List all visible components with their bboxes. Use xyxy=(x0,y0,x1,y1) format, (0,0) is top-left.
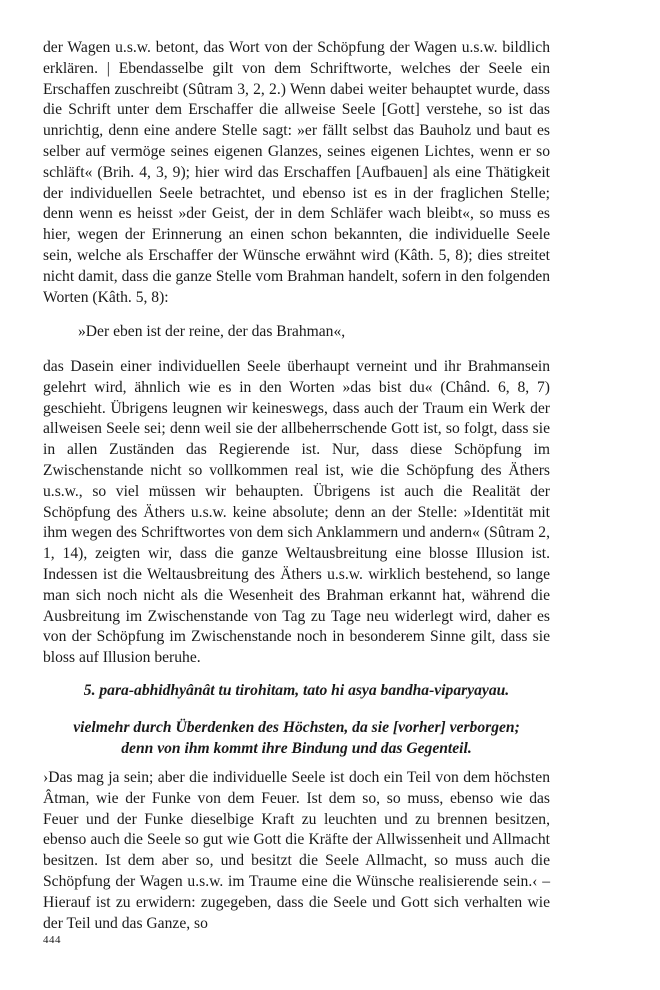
sutra-heading: 5. para-abhidhyânât tu tirohitam, tato hi asya bandha-viparyayau. xyxy=(83,682,510,699)
paragraph-text: der Wagen u.s.w. betont, das Wort von der Schöpfung der Wagen u.s.w. bildlich erklären. | Ebendasselbe gilt von dem Schriftworte, welches der Seele ein Erschaffen zuschreibt (Sûtram 3, 2, 2.) Wenn dabei weiter behauptet wurde, dass die Schrift unter dem Erschaffer die allweise Seele [Gott] verstehe, so ist das unrichtig, denn eine andere Stelle sagt: »er fällt selbst das Bauholz und baut es selber auf vermöge seines eigenen Glanzes, seines eigenen Lichtes, wenn er so schläft« (Brih. 4, 3, 9); hier wird das Erschaffen [Aufbauen] als eine Thätigkeit der individuellen Seele betrachtet, und ebenso ist es in der fraglichen Stelle; denn wenn es heisst »der Geist, der in dem Schläfer wach bleibt«, so muss es hier, wegen der Erinnerung an einen schon bekannten, die individuelle Seele sein, welche als Erschaffer der Wünsche erwähnt wird (Kâth. 5, 8); dies streitet nicht damit, dass die ganze Stelle vom Brahman handelt, sofern in den folgenden Worten (Kâth. 5, 8): xyxy=(43,39,550,306)
translation-line-1: vielmehr durch Überdenken des Höchsten, da sie [vorher] verborgen; xyxy=(73,719,520,736)
sutra-translation xyxy=(43,717,550,759)
paragraph-text: ›Das mag ja sein; aber die individuelle Seele ist doch ein Teil von dem höchsten Âtman, wie der Funke von dem Feuer. Ist dem so, so muss, ebenso wie das Feuer und der Funke dieselbige Kraft zu leuchten und zu brennen besitzen, ebenso auch die Seele so gut wie Gott die Kräfte der Allwissenheit und Allmacht besitzen. Ist dem aber so, und besitzt die Seele Allmacht, so muss auch die Schöpfung der Wagen u.s.w. im Traume eine die Wünsche realisierende sein.‹ – Hierauf ist zu erwidern: zugegeben, dass die Seele und Gott sich verhalten wie der Teil und das Ganze, so xyxy=(43,769,550,932)
page-number: 444 xyxy=(43,934,61,946)
paragraph-text: das Dasein einer individuellen Seele überhaupt verneint und ihr Brahmansein gelehrt wird, ähnlich wie es in den Worten »das bist du« (Chând. 6, 8, 7) geschieht. Übrigens leugnen wir keineswegs, dass auch der Traum ein Werk der allweisen Seele sei; denn weil sie der allbeherrschende Gott ist, so folgt, dass sie in allen Zuständen das Regierende ist. Nur, dass diese Schöpfung im Zwischenstande nicht so vollkommen real ist, wie die Schöpfung des Äthers u.s.w., so viel müssen wir behaupten. Übrigens ist auch die Realität der Schöpfung des Äthers u.s.w. keine absolute; denn an der Stelle: »Identität mit ihm wegen des Schriftwortes von dem sich Anklammern und andern« (Sûtram 2, 1, 14), zeigten wir, dass die ganze Weltausbreitung eine blosse Illusion ist. Indessen ist die Weltausbreitung des Äthers u.s.w. wirklich bestehend, so lange man sich noch nicht als die Wesenheit des Brahman erkannt hat, während die Ausbreitung im Zwischenstande von Tag zu Tage neu widerlegt wird, daher es von der Schöpfung im Zwischenstande noch in besonderem Sinne gilt, dass sie bloss auf Illusion beruhe. xyxy=(43,358,550,667)
body-paragraph-3 xyxy=(43,768,550,934)
block-quote xyxy=(78,322,548,343)
translation-line-2: denn von ihm kommt ihre Bindung und das Gegenteil. xyxy=(121,740,472,757)
quote-text: »Der eben ist der reine, der das Brahman«, xyxy=(78,323,346,340)
body-paragraph-2 xyxy=(43,357,550,669)
body-paragraph-1 xyxy=(43,38,550,308)
